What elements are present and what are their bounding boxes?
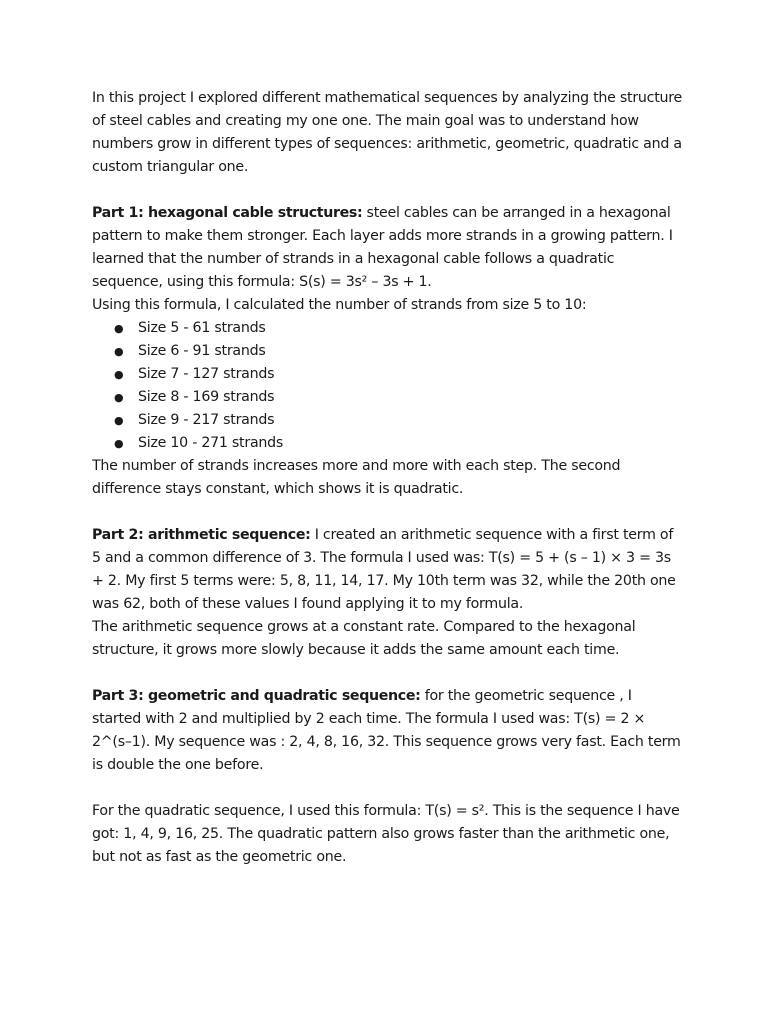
quadratic-paragraph: For the quadratic sequence, I used this formula: T(s) = s². This is the sequence I have got: 1, 4, 9, 16, 25. The quadratic pattern also grows faster than the arithmetic one, but not as fast as the geometric one. [92, 803, 680, 865]
part1-lead: Using this formula, I calculated the number of strands from size 5 to 10: [92, 297, 587, 313]
list-item [92, 317, 682, 340]
part1-text: steel cables can be arranged in a hexagonal pattern to make them stronger. Each layer adds more strands in a growing pattern. I learned that the number of strands in a hexagonal cable follows a quadratic sequence, using this formula: S(s) = 3s² – 3s + 1. [92, 205, 673, 290]
strands-list [92, 317, 682, 455]
list-item-text: Size 7 - 127 strands [138, 366, 275, 382]
part1-paragraph [92, 202, 682, 294]
part2-paragraph [92, 524, 682, 616]
list-item [92, 363, 682, 386]
list-item [92, 409, 682, 432]
list-item [92, 432, 682, 455]
paragraph-gap [92, 777, 682, 800]
paragraph-gap [92, 501, 682, 524]
bullet-icon: ● [114, 322, 124, 335]
bullet-icon: ● [114, 345, 124, 358]
list-item [92, 386, 682, 409]
paragraph-gap [92, 179, 682, 202]
paragraph-gap [92, 662, 682, 685]
list-item [92, 340, 682, 363]
part3-heading: Part 3: geometric and quadratic sequence: [92, 688, 421, 704]
part2-text: I created an arithmetic sequence with a first term of 5 and a common difference of 3. The formula I used was: T(s) = 5 + (s – 1) × 3 = 3s + 2. My first 5 terms were: 5, 8, 11, 14, 17. My 10th term was 32, while the 20th one was 62, both of these values I found applying it to my formula. [92, 527, 676, 612]
part3-text: for the geometric sequence , I started with 2 and multiplied by 2 each time. The formula I used was: T(s) = 2 × 2^(s–1). My sequence was : 2, 4, 8, 16, 32. This sequence grows very fast. Each term is double the one before. [92, 688, 681, 773]
bullet-icon: ● [114, 414, 124, 427]
list-item-text: Size 8 - 169 strands [138, 389, 275, 405]
part1-conclusion: The number of strands increases more and more with each step. The second difference stays constant, which shows it is quadratic. [92, 458, 621, 497]
document-page [92, 87, 682, 869]
list-item-text: Size 10 - 271 strands [138, 435, 284, 451]
part1-heading: Part 1: hexagonal cable structures: [92, 205, 363, 221]
list-item-text: Size 5 - 61 strands [138, 320, 266, 336]
intro-paragraph: In this project I explored different mathematical sequences by analyzing the structure of steel cables and creating my one one. The main goal was to understand how numbers grow in different types of sequences: arithmetic, geometric, quadratic and a custom triangular one. [92, 90, 683, 175]
part2-conclusion: The arithmetic sequence grows at a constant rate. Compared to the hexagonal structure, it grows more slowly because it adds the same amount each time. [92, 619, 636, 658]
list-item-text: Size 6 - 91 strands [138, 343, 266, 359]
bullet-icon: ● [114, 437, 124, 450]
part3-paragraph [92, 685, 682, 777]
bullet-icon: ● [114, 391, 124, 404]
part2-heading: Part 2: arithmetic sequence: [92, 527, 311, 543]
list-item-text: Size 9 - 217 strands [138, 412, 275, 428]
bullet-icon: ● [114, 368, 124, 381]
